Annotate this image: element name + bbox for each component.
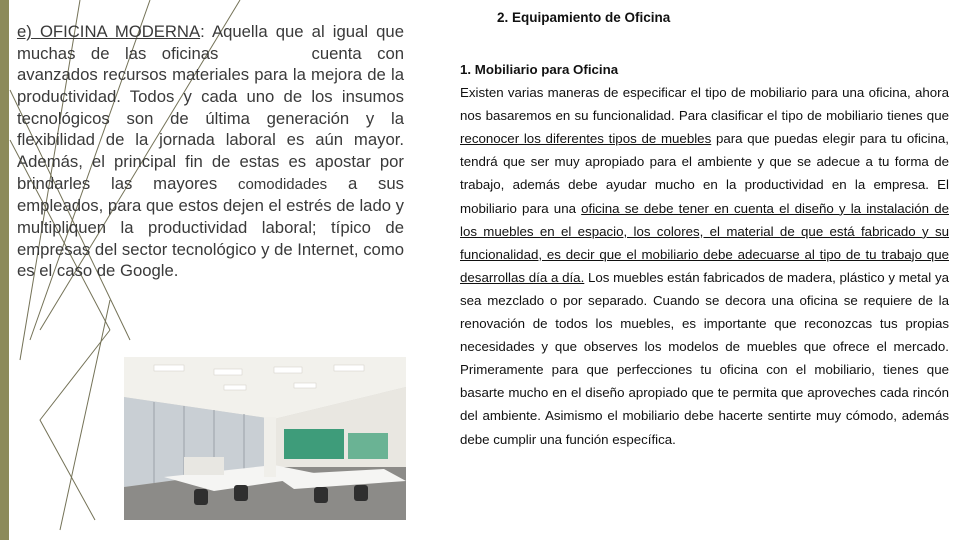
right-text-3: Los muebles están fabricados de madera, plástico y metal ya sea mezclado o por separado. Cuando se decora una oficina se requiere de la renovación de todos los muebles, es importante que reconozcas tus propias necesidades y que observes los modelos de muebles que ofrece el mercado. Primeramente para que perfecciones tu oficina con el mobiliario, tienes que basarte mucho en el diseño apropiado que te permita que aproveches cada rincón del ambiente. Asimismo el mobiliario debe hacerte sentirte muy cómodo, además debe cumplir una función específica. <box>460 269 949 447</box>
hidden-word: virtuales <box>233 43 297 63</box>
heading-colon: : <box>200 22 212 41</box>
left-text-1: Aquella que al igual que muchas de las oficinas <box>17 22 404 63</box>
right-text-2: para que puedas elegir para tu oficina, tendrá que ser muy apropiado para el ambiente y que se adecue a tu forma de trabajo, además debe ayudar mucho en la productividad en la empresa. El mobiliario para una <box>460 131 949 216</box>
underlined-text-1: reconocer los diferentes tipos de muebles <box>460 131 712 147</box>
section-title: 2. Equipamiento de Oficina <box>497 10 671 25</box>
office-photo <box>124 357 406 520</box>
left-text-3: a sus empleados, para que estos dejen el estrés de lado y multipliquen la productividad laboral; típico de empresas del sector tecnológico y de Internet, como es el caso de Google. <box>17 173 404 281</box>
comodidades-word: comodidades <box>237 175 328 193</box>
subheading: 1. Mobiliario para Oficina <box>460 62 619 77</box>
right-text-1: Existen varias maneras de especificar el tipo de mobiliario para una oficina, ahora nos basaremos en su funcionalidad. Para clasificar el tipo de mobiliario tienes que <box>460 85 949 124</box>
right-paragraph <box>460 58 949 451</box>
left-text-2: cuenta con avanzados recursos materiales para la mejora de la productividad. Todos y cada uno de los insumos tecnológicos son de última generación y la flexibilidad de la jornada laboral es aún mayor. Además, el principal fin de estas es apostar por brindarles las mayores <box>17 43 405 193</box>
section-heading: e) OFICINA MODERNA <box>17 22 201 41</box>
underlined-text-2: oficina se debe tener en cuenta el diseño y la instalación de los muebles en el espacio, los colores, el material de que está fabricado y su funcionalidad, es decir que el mobiliario debe adecuarse al tipo de tu trabajo que desarrollas día a día. <box>460 200 949 285</box>
left-paragraph <box>17 21 404 282</box>
